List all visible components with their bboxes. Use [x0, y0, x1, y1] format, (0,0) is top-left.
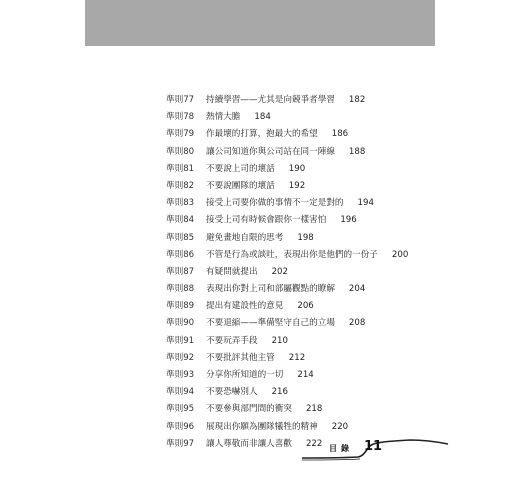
- table-of-contents: [166, 92, 456, 453]
- toc-entry: [166, 264, 456, 281]
- toc-entry: [166, 230, 456, 247]
- toc-entry: [166, 92, 456, 109]
- toc-entry-title: 不要玩弄手段: [206, 335, 258, 346]
- toc-entry-rule-number: 準則78: [166, 112, 195, 123]
- toc-entry-rule-number: 準則79: [166, 129, 195, 140]
- toc-entry: [166, 109, 456, 126]
- toc-entry-page-number: 220: [331, 421, 349, 432]
- toc-entry-rule-number: 準則97: [166, 438, 195, 449]
- toc-entry-rule-number: 準則85: [166, 232, 195, 243]
- toc-entry-title: 不要批評其他主管: [206, 352, 275, 363]
- toc-entry-page-number: 184: [254, 112, 271, 123]
- toc-entry-title: 表現出你對上司和部屬觀點的瞭解: [206, 284, 335, 295]
- toc-entry-title: 作最壞的打算，抱最大的希望: [206, 129, 318, 140]
- toc-entry-title: 不要參與部門間的衝突: [206, 404, 292, 415]
- toc-entry-title: 有疑問就提出: [206, 266, 258, 277]
- toc-entry: [166, 419, 456, 436]
- toc-entry-page-number: 188: [348, 146, 366, 157]
- toc-entry: [166, 281, 456, 298]
- toc-entry-page-number: 216: [271, 387, 288, 398]
- toc-entry-page-number: 206: [297, 301, 314, 312]
- toc-entry-title: 持續學習——尤其是向競爭者學習: [206, 95, 335, 105]
- footer-section-label: 目錄: [329, 444, 353, 453]
- toc-entry-page-number: 186: [331, 129, 349, 140]
- toc-entry-page-number: 190: [288, 163, 306, 174]
- toc-entry-rule-number: 準則88: [166, 284, 195, 295]
- toc-entry-rule-number: 準則90: [166, 318, 195, 329]
- toc-entry-rule-number: 準則95: [166, 404, 195, 415]
- toc-entry-page-number: 210: [271, 335, 288, 346]
- toc-entry: [166, 315, 456, 332]
- toc-entry-rule-number: 準則83: [166, 198, 195, 209]
- toc-entry-page-number: 200: [391, 249, 409, 260]
- toc-entry-rule-number: 準則82: [166, 180, 195, 191]
- toc-entry-title: 接受上司有時候會跟你一樣害怕: [206, 215, 327, 226]
- toc-entry: [166, 178, 456, 195]
- toc-entry-title: 讓公司知道你與公司站在同一陣線: [206, 146, 335, 157]
- toc-entry-rule-number: 準則87: [166, 266, 195, 277]
- toc-entry: [166, 144, 456, 161]
- toc-entry-page-number: 204: [348, 284, 366, 295]
- toc-entry-rule-number: 準則81: [166, 163, 195, 174]
- toc-entry: [166, 126, 456, 143]
- toc-entry: [166, 298, 456, 315]
- toc-entry-title: 不要說團隊的壞話: [206, 180, 275, 191]
- toc-entry: [166, 401, 456, 418]
- toc-entry-rule-number: 準則92: [166, 352, 195, 363]
- toc-entry: [166, 367, 456, 384]
- toc-entry-page-number: 212: [288, 352, 306, 363]
- toc-entry: [166, 350, 456, 367]
- toc-entry-title: 不管是行為或談吐，表現出你是他們的一份子: [206, 249, 378, 260]
- toc-entry-rule-number: 準則89: [166, 301, 195, 312]
- toc-entry-title: 熱情大膽: [206, 112, 241, 123]
- toc-entry-title: 不要說上司的壞話: [206, 163, 275, 174]
- toc-entry-title: 讓人尊敬而非讓人喜歡: [206, 438, 292, 449]
- toc-entry-rule-number: 準則91: [166, 335, 195, 346]
- toc-entry-rule-number: 準則80: [166, 146, 195, 157]
- page-footer: [300, 438, 450, 464]
- toc-entry-page-number: 192: [288, 180, 306, 191]
- toc-entry-page-number: 222: [305, 438, 323, 449]
- toc-entry-rule-number: 準則77: [166, 95, 195, 105]
- toc-entry-title: 不要退縮——準備堅守自己的立場: [206, 318, 335, 329]
- toc-entry-page-number: 196: [340, 215, 357, 226]
- toc-entry-title: 提出有建設性的意見: [206, 301, 284, 312]
- toc-entry-rule-number: 準則94: [166, 387, 195, 398]
- footer-page-number: 11: [364, 439, 383, 454]
- toc-entry-page-number: 194: [357, 198, 374, 209]
- toc-entry: [166, 333, 456, 350]
- toc-entry-rule-number: 準則84: [166, 215, 195, 226]
- toc-entry: [166, 195, 456, 212]
- toc-entry-title: 展現出你願為團隊犧牲的精神: [206, 421, 318, 432]
- toc-entry-rule-number: 準則86: [166, 249, 195, 260]
- header-band: [85, 0, 435, 46]
- toc-entry-page-number: 198: [297, 232, 314, 243]
- toc-entry-title: 不要恐嚇別人: [206, 387, 258, 398]
- toc-entry: [166, 247, 456, 264]
- toc-entry-page-number: 214: [297, 370, 314, 380]
- toc-entry-title: 接受上司要你做的事情不一定是對的: [206, 198, 344, 209]
- toc-entry-page-number: 208: [348, 318, 366, 329]
- toc-entry-page-number: 202: [271, 266, 288, 277]
- toc-entry-rule-number: 準則93: [166, 370, 195, 380]
- toc-entry: [166, 384, 456, 401]
- toc-entry-title: 避免畫地自限的思考: [206, 232, 284, 243]
- toc-entry: [166, 212, 456, 229]
- toc-entry-page-number: 182: [348, 95, 366, 105]
- toc-entry-rule-number: 準則96: [166, 421, 195, 432]
- toc-entry-title: 分享你所知道的一切: [206, 370, 284, 380]
- toc-entry: [166, 161, 456, 178]
- toc-entry-page-number: 218: [305, 404, 323, 415]
